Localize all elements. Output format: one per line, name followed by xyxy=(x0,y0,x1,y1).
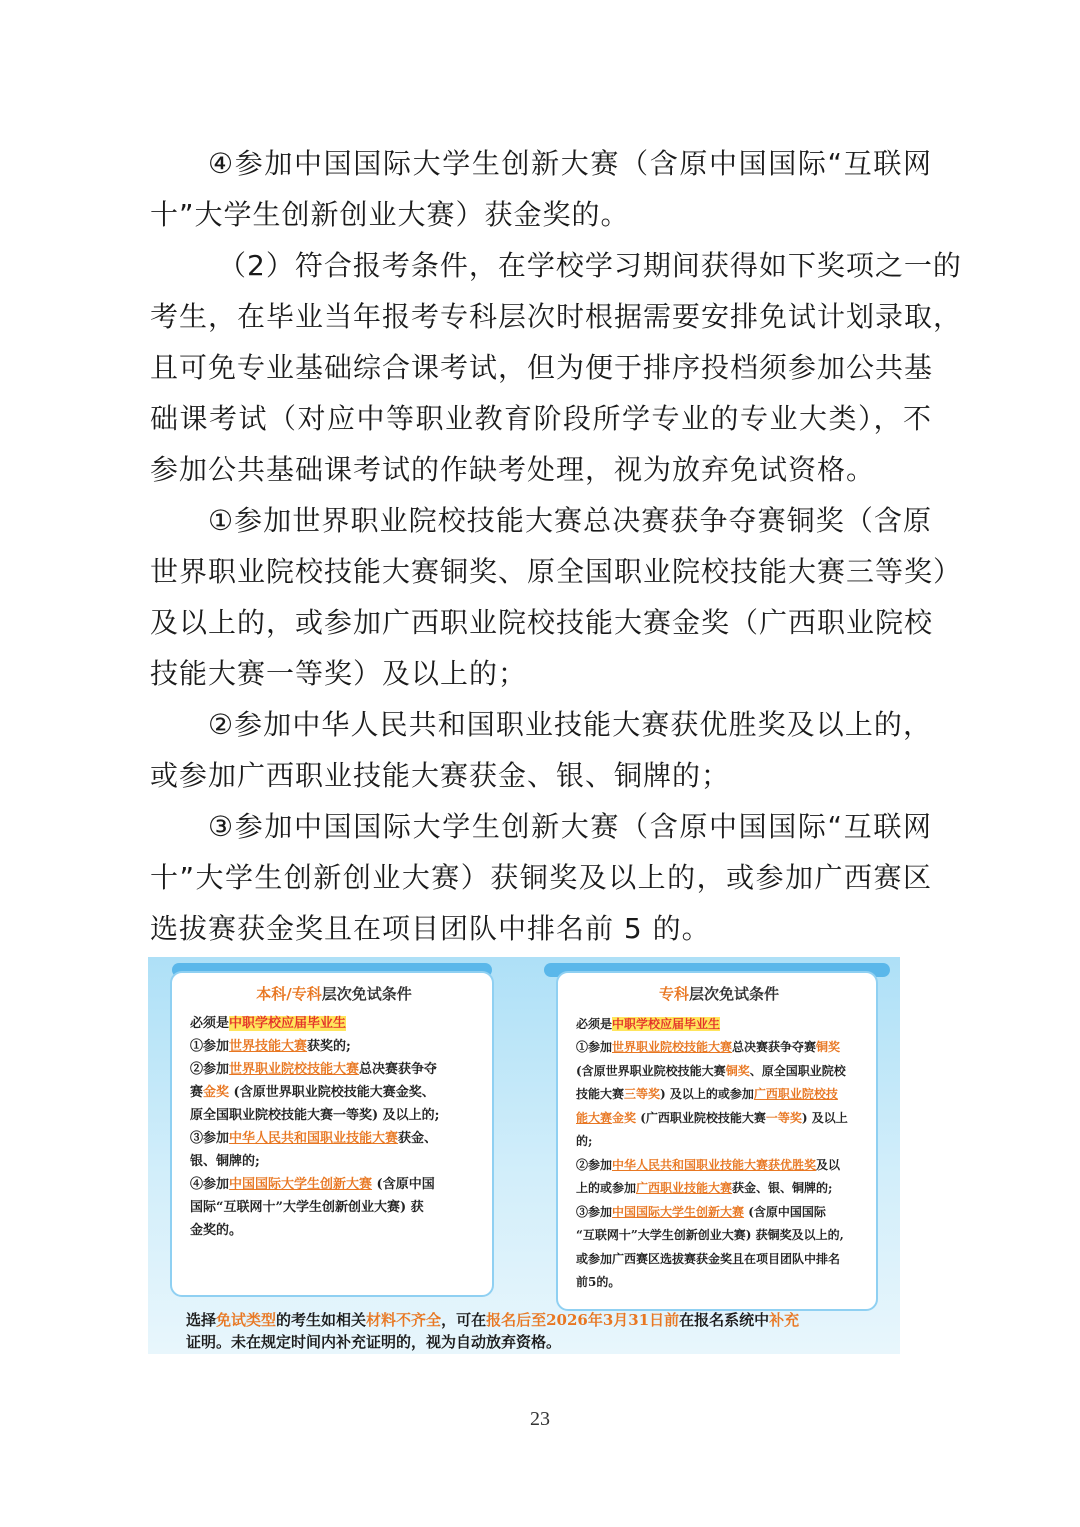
condition-line: 前5的。 xyxy=(576,1275,621,1289)
condition-line: 能大赛金奖 (广西职业院校技能大赛一等奖) 及以上 xyxy=(576,1110,848,1125)
condition-line: ③参加中华人民共和国职业技能大赛获金、 xyxy=(190,1131,438,1146)
paragraph-line: 础课考试（对应中等职业教育阶段所学专业的专业大类），不 xyxy=(150,402,932,435)
condition-line: 银、铜牌的; xyxy=(190,1154,260,1169)
paragraph-line: ③参加中国国际大学生创新大赛（含原中国国际“互联网 xyxy=(208,810,932,843)
condition-line: ③参加中国国际大学生创新大赛 (含原中国国际 xyxy=(576,1204,826,1219)
paragraph-line: 十”大学生创新创业大赛）获金奖的。 xyxy=(150,198,630,231)
exemption-infographic xyxy=(148,957,900,1354)
paragraph-line: ④参加中国国际大学生创新大赛（含原中国国际“互联网 xyxy=(208,147,932,180)
requirement: 必须是中职学校应届毕业生 xyxy=(190,1016,347,1031)
page-number: 23 xyxy=(530,1408,550,1430)
paragraph-line: 及以上的，或参加广西职业院校技能大赛金奖（广西职业院校 xyxy=(150,606,934,639)
condition-line: (含原世界职业院校技能大赛铜奖、原全国职业院校 xyxy=(576,1063,846,1078)
condition-line: ②参加世界职业院校技能大赛总决赛获争夺 xyxy=(190,1062,438,1077)
infographic-footer: 选择免试类型的考生如相关材料不齐全，可在报名后至2026年3月31日前在报名系统中补充 证明。未在规定时间内补充证明的，视为自动放弃资格。 xyxy=(186,1311,800,1351)
requirement: 必须是中职学校应届毕业生 xyxy=(576,1016,721,1031)
paragraph-line: 考生，在毕业当年报考专科层次时根据需要安排免试计划录取， xyxy=(150,300,963,333)
paragraph-line: ①参加世界职业院校技能大赛总决赛获争夺赛铜奖（含原 xyxy=(208,504,932,537)
undergrad-card xyxy=(170,971,494,1297)
paragraph-line: 十”大学生创新创业大赛）获铜奖及以上的，或参加广西赛区 xyxy=(150,861,932,894)
condition-line: ④参加中国国际大学生创新大赛 (含原中国 xyxy=(190,1177,435,1192)
condition-line: “互联网十”大学生创新创业大赛) 获铜奖及以上的, xyxy=(576,1228,844,1242)
condition-line: 国际“互联网十”大学生创新创业大赛) 获 xyxy=(190,1200,424,1215)
card-title: 本科/专科层次免试条件 xyxy=(256,985,412,1003)
condition-line: 技能大赛三等奖) 及以上的或参加广西职业院校技 xyxy=(576,1087,838,1101)
junior-college-card xyxy=(556,971,878,1311)
paragraph-line: 参加公共基础课考试的作缺考处理，视为放弃免试资格。 xyxy=(150,453,876,486)
condition-line: 赛金奖 (含原世界职业院校技能大赛金奖、 xyxy=(190,1085,435,1100)
condition-line: ②参加中华人民共和国职业技能大赛获优胜奖及以 xyxy=(576,1157,841,1172)
paragraph-line: 且可免专业基础综合课考试，但为便于排序投档须参加公共基 xyxy=(150,351,934,384)
paragraph-line: ②参加中华人民共和国职业技能大赛获优胜奖及以上的， xyxy=(208,708,932,741)
condition-line: 原全国职业院校技能大赛一等奖) 及以上的; xyxy=(190,1108,440,1123)
condition-line: 上的或参加广西职业技能大赛获金、银、铜牌的; xyxy=(576,1181,833,1195)
condition-line: 的; xyxy=(576,1134,593,1148)
paragraph-line: 选拔赛获金奖且在项目团队中排名前 5 的。 xyxy=(150,912,711,945)
condition-line: 或参加广西赛区选拔赛获金奖且在项目团队中排名 xyxy=(576,1251,841,1266)
paragraph-line: （2）符合报考条件，在学校学习期间获得如下奖项之一的 xyxy=(218,249,962,282)
condition-line: ①参加世界职业院校技能大赛总决赛获争夺赛铜奖 xyxy=(576,1040,841,1054)
paragraph-line: 技能大赛一等奖）及以上的； xyxy=(150,657,528,690)
body-text xyxy=(150,138,963,954)
paragraph-line: 或参加广西职业技能大赛获金、银、铜牌的； xyxy=(150,759,731,792)
condition-line: 金奖的。 xyxy=(190,1223,243,1238)
card-title: 专科层次免试条件 xyxy=(658,985,780,1003)
paragraph-line: 世界职业院校技能大赛铜奖、原全国职业院校技能大赛三等奖） xyxy=(150,555,963,588)
condition-line: ①参加世界技能大赛获奖的; xyxy=(190,1039,351,1054)
